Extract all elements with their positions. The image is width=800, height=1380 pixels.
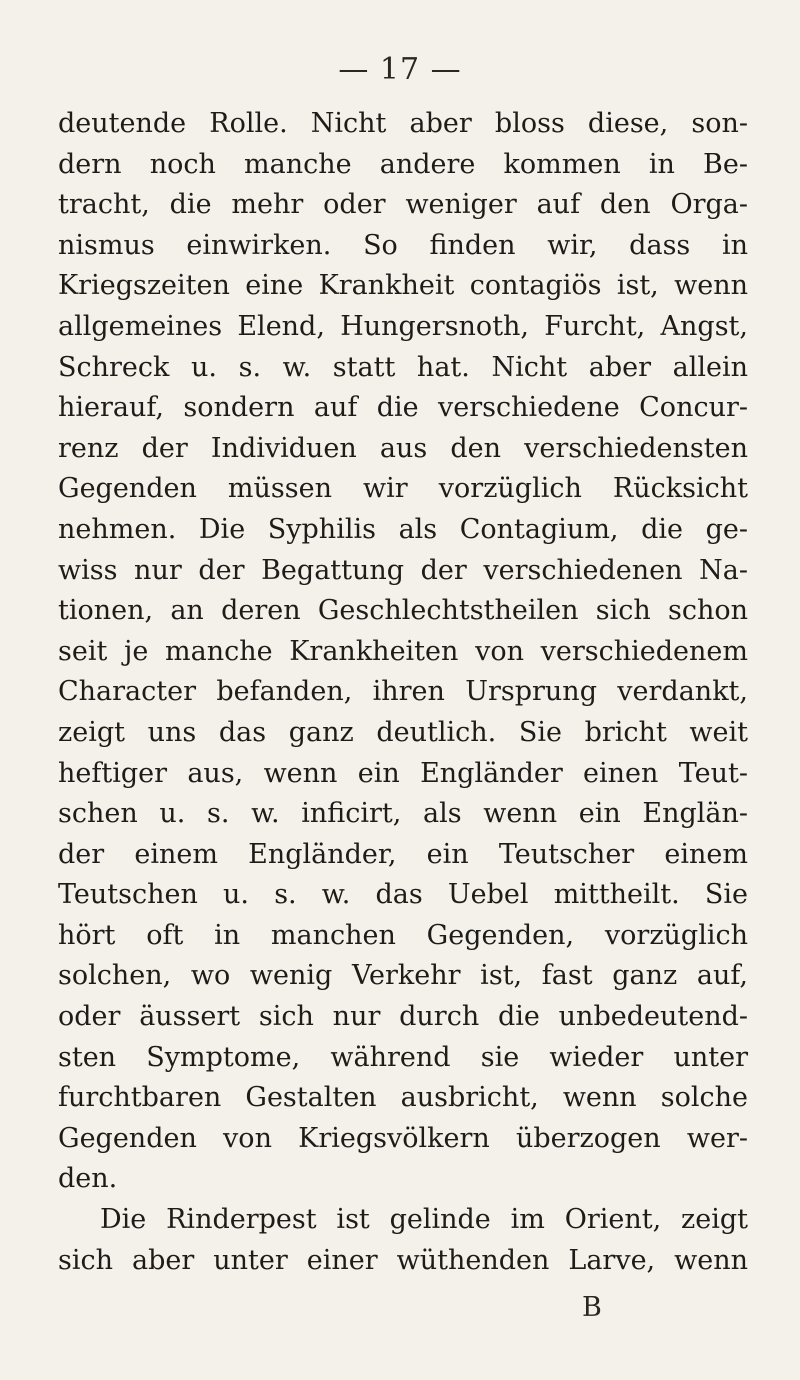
text-line: solchen, wo wenig Verkehr ist, fast ganz auf, xyxy=(58,960,748,992)
text-line: dern noch manche andere kommen in Be- xyxy=(58,148,748,180)
text-line: sich aber unter einer wüthenden Larve, wenn xyxy=(58,1244,748,1276)
page-number-header: — 17 — xyxy=(338,52,462,87)
text-line: Gegenden müssen wir vorzüglich Rücksicht xyxy=(58,473,748,505)
text-line: tionen, an deren Geschlechtstheilen sich schon xyxy=(58,595,748,627)
text-line: Gegenden von Kriegsvölkern überzogen wer- xyxy=(58,1122,748,1154)
body-text xyxy=(58,104,748,1281)
text-line-paragraph-end: den. xyxy=(58,1163,118,1195)
text-line: Character befanden, ihren Ursprung verdankt, xyxy=(58,676,748,708)
text-line: sten Symptome, während sie wieder unter xyxy=(58,1041,748,1073)
text-line: Kriegszeiten eine Krankheit contagiös ist, wenn xyxy=(58,270,748,302)
text-line: Teutschen u. s. w. das Uebel mittheilt. Sie xyxy=(58,879,748,911)
text-line: heftiger aus, wenn ein Engländer einen Teut- xyxy=(58,757,748,789)
text-line: nismus einwirken. So finden wir, dass in xyxy=(58,229,748,261)
text-line: seit je manche Krankheiten von verschiedenem xyxy=(58,635,748,667)
text-line: deutende Rolle. Nicht aber bloss diese, son- xyxy=(58,108,748,139)
text-line: nehmen. Die Syphilis als Contagium, die ge- xyxy=(58,513,748,545)
text-line: zeigt uns das ganz deutlich. Sie bricht weit xyxy=(58,716,748,748)
text-line: tracht, die mehr oder weniger auf den Orga- xyxy=(58,189,748,221)
text-line-paragraph-start: Die Rinderpest ist gelinde im Orient, zeigt xyxy=(100,1204,748,1236)
text-line: renz der Individuen aus den verschiedensten xyxy=(58,432,748,464)
text-line: Schreck u. s. w. statt hat. Nicht aber allein xyxy=(58,351,748,383)
text-line: oder äussert sich nur durch die unbedeutend- xyxy=(58,1001,748,1033)
text-line: schen u. s. w. inficirt, als wenn ein Englän- xyxy=(58,798,748,830)
signature-mark: B xyxy=(582,1292,602,1323)
text-line: der einem Engländer, ein Teutscher einem xyxy=(58,838,748,870)
text-line: allgemeines Elend, Hungersnoth, Furcht, Angst, xyxy=(58,310,748,342)
text-line: hört oft in manchen Gegenden, vorzüglich xyxy=(58,919,748,951)
text-line: hierauf, sondern auf die verschiedene Concur- xyxy=(58,392,748,424)
text-line: wiss nur der Begattung der verschiedenen Na- xyxy=(58,554,748,586)
text-line: furchtbaren Gestalten ausbricht, wenn solche xyxy=(58,1082,748,1114)
